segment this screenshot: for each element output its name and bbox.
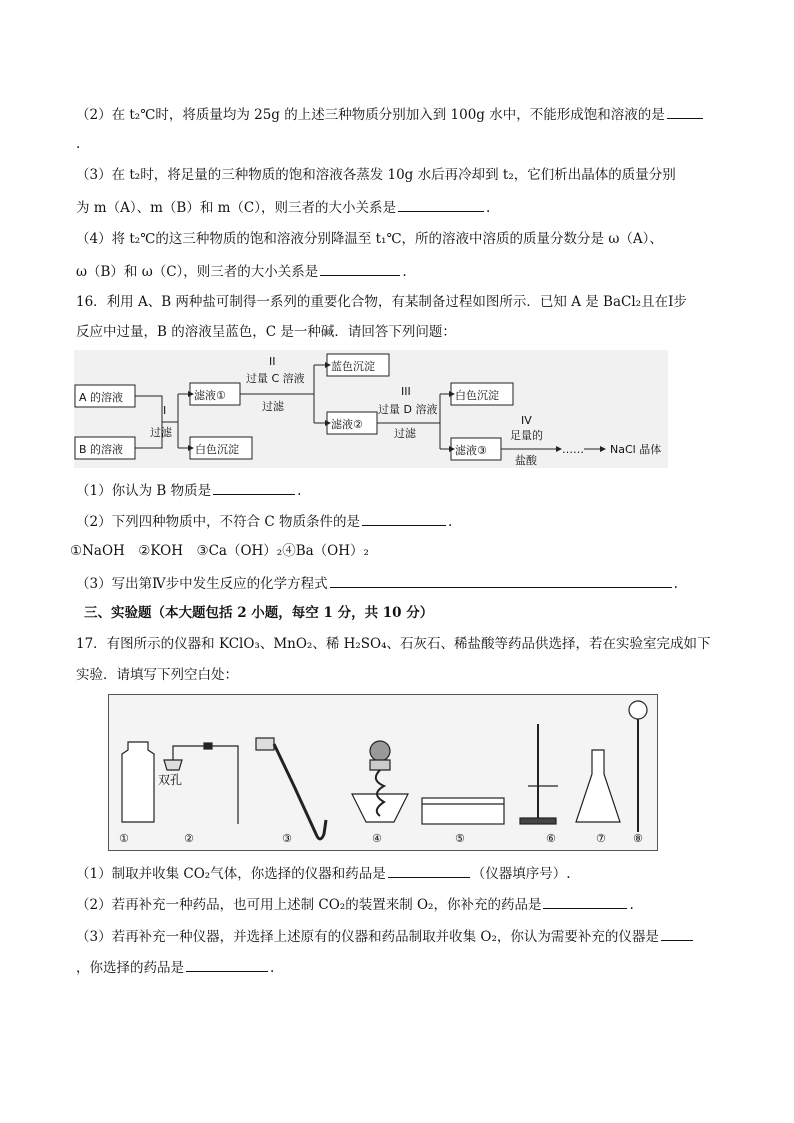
q15-part2-end: . [76, 136, 81, 152]
answer-blank[interactable] [213, 480, 295, 495]
answer-blank[interactable] [543, 894, 627, 909]
apparatus-frame [109, 695, 658, 851]
answer-blank[interactable] [667, 104, 703, 119]
wide-bottle-icon [122, 742, 154, 822]
label-step1: I [163, 404, 167, 417]
answer-blank[interactable] [661, 926, 693, 941]
label-filtrate1: 滤液① [194, 389, 226, 402]
label-hcl: 盐酸 [515, 454, 537, 467]
apparatus-number-5: ⑤ [455, 832, 465, 845]
label-filter3: 过滤 [394, 427, 416, 440]
label-white-ppt1: 白色沉淀 [195, 443, 239, 456]
label-b-solution: B 的溶液 [79, 443, 124, 456]
q16-sub2: （2）下列四种物质中，不符合 C 物质条件的是 . [76, 511, 452, 531]
q16-sub3: （3）写出第Ⅳ步中发生反应的化学方程式 . [76, 573, 678, 593]
apparatus-number-1: ① [119, 832, 129, 845]
answer-blank[interactable] [362, 511, 446, 526]
iron-stand-base-icon [520, 818, 556, 824]
label-dots: …… [562, 443, 584, 456]
lamp-neck-icon [370, 760, 390, 770]
apparatus-number-7: ⑦ [596, 832, 606, 845]
label-a-solution: A 的溶液 [79, 391, 124, 404]
q17-sub3-line2: ，你选择的药品是 . [76, 957, 274, 977]
q17-sub2: （2）若再补充一种药品，也可用上述制 CO₂的装置来制 O₂，你补充的药品是 . [76, 894, 634, 914]
label-enough: 足量的 [510, 429, 543, 442]
tube-connector-icon [204, 743, 212, 749]
label-filtrate3: 滤液③ [455, 444, 487, 457]
apparatus-number-4: ④ [372, 832, 382, 845]
label-step2: II [269, 355, 276, 368]
apparatus-number-6: ⑥ [546, 832, 556, 845]
answer-blank[interactable] [330, 573, 672, 588]
q16-sub1: （1）你认为 B 物质是 . [76, 480, 301, 500]
label-white-ppt2: 白色沉淀 [455, 389, 499, 402]
label-nacl-product: NaCl 晶体 [610, 443, 662, 456]
label-filter2: 过滤 [262, 400, 284, 413]
apparatus-figure [108, 694, 658, 851]
section-3-title: 三、实验题（本大题包括 2 小题，每空 1 分，共 10 分） [84, 605, 434, 621]
label-filtrate2: 滤液② [331, 418, 363, 431]
label-filter1: 过滤 [150, 426, 172, 439]
q16-intro-line2: 反应中过量，B 的溶液呈蓝色，C 是一种碱．请回答下列问题： [76, 324, 456, 340]
double-hole-stopper-icon [164, 760, 182, 770]
q17-intro-line2: 实验．请填写下列空白处： [76, 667, 238, 683]
label-double-hole: 双孔 [158, 773, 183, 787]
q17-sub1: （1）制取并收集 CO₂气体，你选择的仪器和药品是 （仪器填序号）. [76, 863, 571, 883]
q15-part4-line2: ω（B）和 ω（C），则三者的大小关系是 . [76, 261, 407, 281]
apparatus-number-2: ② [184, 832, 194, 845]
round-flask-icon [370, 741, 390, 761]
q16-intro-line1: 16．利用 A、B 两种盐可制得一系列的重要化合物，有某制备过程如图所示．已知 A 是 BaCl₂且在Ⅰ步 [76, 294, 687, 310]
q17-sub3-line1: （3）若再补充一种仪器，并选择上述原有的仪器和药品制取并收集 O₂，你认为需要补充的仪器是 [76, 926, 695, 946]
q15-part3-line2: 为 m（A）、m（B）和 m（C），则三者的大小关系是 . [76, 197, 490, 217]
answer-blank[interactable] [388, 863, 470, 878]
label-step3: III [401, 385, 411, 398]
label-blue-ppt: 蓝色沉淀 [331, 360, 375, 373]
label-excess-d: 过量 D 溶液 [378, 403, 438, 416]
q15-part2: （2）在 t₂℃时，将质量均为 25g 的上述三种物质分别加入到 100g 水中，不能形成饱和溶液的是 [76, 104, 705, 124]
apparatus-number-8: ⑧ [633, 832, 643, 845]
answer-blank[interactable] [320, 261, 400, 276]
stopper-icon [256, 738, 274, 750]
answer-blank[interactable] [186, 957, 268, 972]
q15-part3-line1: （3）在 t₂时，将足量的三种物质的饱和溶液各蒸发 10g 水后再冷却到 t₂，它们析出晶体的质量分别 [76, 167, 676, 183]
label-excess-c: 过量 C 溶液 [246, 372, 305, 385]
funnel-bulb-icon [629, 701, 647, 719]
q16-options: ①NaOH ②KOH ③Ca（OH）₂④Ba（OH）₂ [70, 543, 369, 559]
water-trough-icon [422, 798, 504, 824]
q15-part4-line1: （4）将 t₂℃的这三种物质的饱和溶液分别降温至 t₁℃，所的溶液中溶质的质量分数分是 ω（A）、 [76, 231, 663, 247]
answer-blank[interactable] [398, 197, 484, 212]
q17-intro-line1: 17．有图所示的仪器和 KClO₃、MnO₂、稀 H₂SO₄、石灰石、稀盐酸等药品供选择，若在实验室完成如下 [76, 636, 711, 652]
label-step4: IV [521, 414, 532, 427]
apparatus-number-3: ③ [282, 832, 292, 845]
flow-diagram [74, 350, 668, 468]
